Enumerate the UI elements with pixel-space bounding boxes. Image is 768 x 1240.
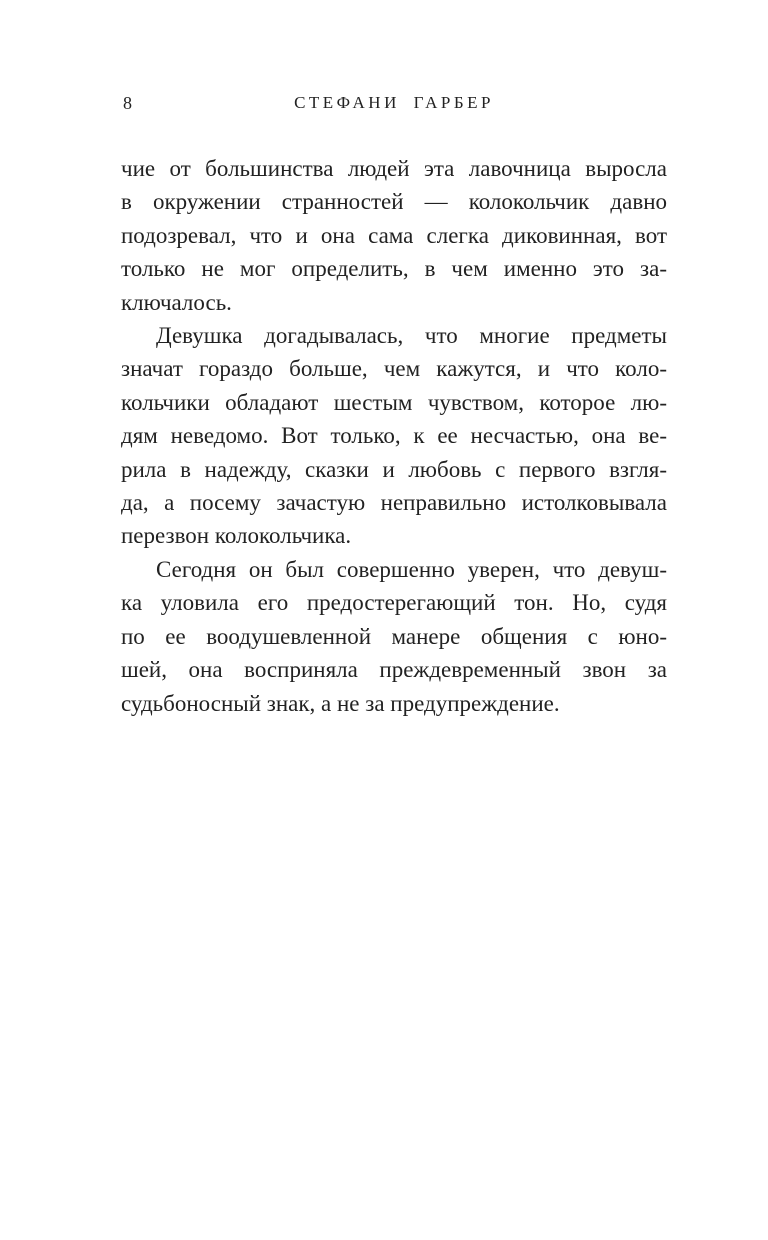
text-line: ка уловила его предостерегающий тон. Но, судя — [121, 590, 667, 616]
text-line: Сегодня он был совершенно уверен, что девуш- — [156, 556, 667, 582]
text-line: чие от большинства людей эта лавочница выросла — [121, 156, 667, 181]
text-line: в окружении странностей — колокольчик давно — [121, 189, 667, 215]
page-body — [121, 152, 667, 720]
paragraph — [121, 319, 667, 553]
text-line: да, а посему зачастую неправильно истолковывала — [121, 490, 667, 516]
running-title: СТЕФАНИ ГАРБЕР — [294, 93, 494, 112]
text-line: по ее воодушевленной манере общения с юно- — [121, 623, 667, 649]
text-line: кольчики обладают шестым чувством, которое лю- — [121, 389, 667, 415]
text-line: судьбоносный знак, а не за предупреждение. — [121, 690, 560, 716]
text-line: шей, она восприняла преждевременный звон за — [121, 657, 667, 683]
text-line: перезвон колокольчика. — [121, 523, 352, 549]
text-line: только не мог определить, в чем именно это за- — [121, 256, 667, 282]
text-line: значат гораздо больше, чем кажутся, и что коло- — [121, 356, 667, 382]
page-number: 8 — [123, 93, 132, 113]
text-line: рила в надежду, сказки и любовь с первого взгля- — [121, 456, 667, 482]
text-line: дям неведомо. Вот только, к ее несчастью, она ве- — [121, 423, 667, 449]
running-header — [121, 93, 667, 115]
text-line: ключалось. — [121, 289, 232, 315]
paragraph — [121, 553, 667, 720]
text-line: Девушка догадывалась, что многие предметы — [156, 323, 667, 349]
text-line: подозревал, что и она сама слегка диковинная, вот — [121, 222, 667, 248]
paragraph — [121, 152, 667, 319]
